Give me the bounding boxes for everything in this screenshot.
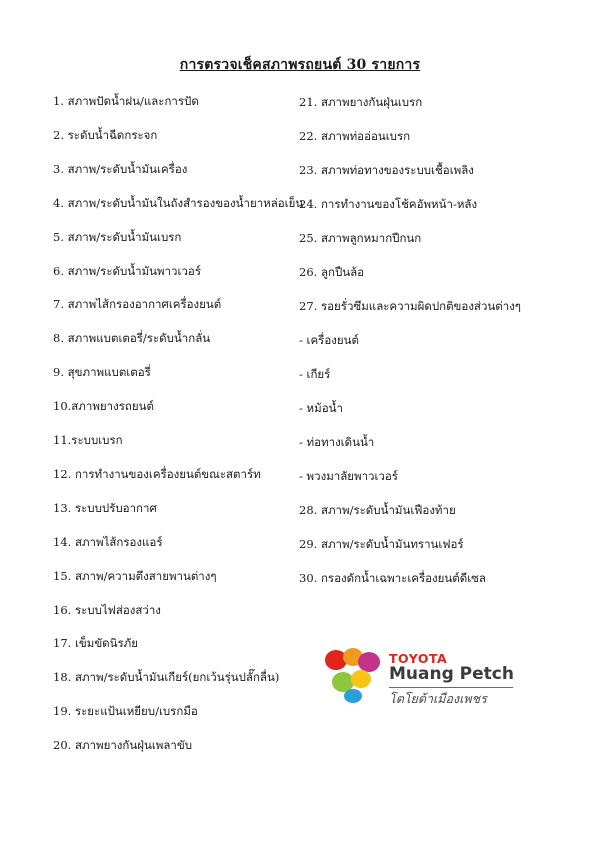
page-title: การตรวจเช็คสภาพรถยนต์ 30 รายการ <box>179 57 421 73</box>
checklist-item: - เกียร์ <box>299 367 331 381</box>
checklist-item: 10.สภาพยางรถยนต์ <box>53 399 154 414</box>
brand-thai-name: โตโยต้าเมืองเพชร <box>389 691 487 706</box>
checklist-item: 11.ระบบเบรก <box>53 433 123 447</box>
checklist-item: - หม้อน้ำ <box>299 401 343 415</box>
checklist-item: 30. กรองดักน้ำเฉพาะเครื่องยนต์ดีเซล <box>299 571 486 585</box>
checklist-item: 28. สภาพ/ระดับน้ำมันเฟืองท้าย <box>299 503 456 517</box>
checklist-item: 8. สภาพแบตเตอรี่/ระดับน้ำกลั่น <box>53 331 211 346</box>
checklist-item: 17. เข็มขัดนิรภัย <box>53 636 139 651</box>
checklist-item: 9. สุขภาพแบตเตอรี่ <box>53 365 151 380</box>
checklist-item: 23. สภาพท่อทางของระบบเชื้อเพลิง <box>299 163 474 177</box>
brand-divider <box>389 687 513 688</box>
checklist-item: 18. สภาพ/ระดับน้ำมันเกียร์(ยกเว้นรุ่นปลั๊กลื่น) <box>53 670 280 685</box>
checklist-item: 27. รอยรั่วซึมและความผิดปกติของส่วนต่างๆ <box>299 299 521 313</box>
checklist-item: 2. ระดับน้ำฉีดกระจก <box>53 127 158 142</box>
checklist-item: 13. ระบบปรับอากาศ <box>53 500 157 515</box>
checklist-item: 16. ระบบไฟส่องสว่าง <box>53 602 161 617</box>
checklist-item: 24. การทำงานของโช้คอัพหน้า-หลัง <box>299 197 478 211</box>
checklist-item: - ท่อทางเดินน้ำ <box>299 435 375 449</box>
checklist-item: 14. สภาพไส้กรองแอร์ <box>53 534 163 549</box>
checklist-item: 29. สภาพ/ระดับน้ำมันทรานเฟอร์ <box>299 537 464 551</box>
checklist-item: 7. สภาพไส้กรองอากาศเครื่องยนต์ <box>53 297 222 312</box>
brand-muang-petch: Muang Petch <box>389 664 514 684</box>
checklist-item: 26. ลูกปืนล้อ <box>299 265 365 279</box>
checklist-item: 22. สภาพท่ออ่อนเบรก <box>299 129 411 143</box>
logo-petal-green <box>332 672 354 692</box>
checklist-item: 20. สภาพยางกันฝุ่นเพลาขับ <box>53 738 192 753</box>
checklist-item: 25. สภาพลูกหมากปีกนก <box>299 231 422 245</box>
checklist-item: 6. สภาพ/ระดับน้ำมันพาวเวอร์ <box>53 263 201 278</box>
logo-mark-icon <box>323 646 385 708</box>
brand-toyota: TOYOTA <box>389 651 448 666</box>
checklist-item: - เครื่องยนต์ <box>299 333 359 347</box>
logo-petal-magenta <box>358 652 380 672</box>
checklist-item: 5. สภาพ/ระดับน้ำมันเบรก <box>53 229 182 244</box>
checklist-item: 15. สภาพ/ความตึงสายพานต่างๆ <box>53 568 217 583</box>
toyota-muang-petch-logo <box>323 646 519 708</box>
checklist-item: 21. สภาพยางกันฝุ่นเบรก <box>299 95 423 109</box>
checklist-item: 12. การทำงานของเครื่องยนต์ขณะสตาร์ท <box>53 466 261 481</box>
checklist-item: 4. สภาพ/ระดับน้ำมันในถังสำรองของน้ำยาหล่อเย็น <box>53 195 304 210</box>
checklist-item: 3. สภาพ/ระดับน้ำมันเครื่อง <box>53 161 188 176</box>
checklist-item: 1. สภาพปัดน้ำฝน/และการปัด <box>53 94 199 108</box>
checklist-item: 19. ระยะแป้นเหยียบ/เบรกมือ <box>53 704 198 719</box>
logo-petal-yellow <box>351 670 371 688</box>
logo-petal-blue <box>344 689 362 703</box>
checklist-item: - พวงมาลัยพาวเวอร์ <box>299 469 398 483</box>
